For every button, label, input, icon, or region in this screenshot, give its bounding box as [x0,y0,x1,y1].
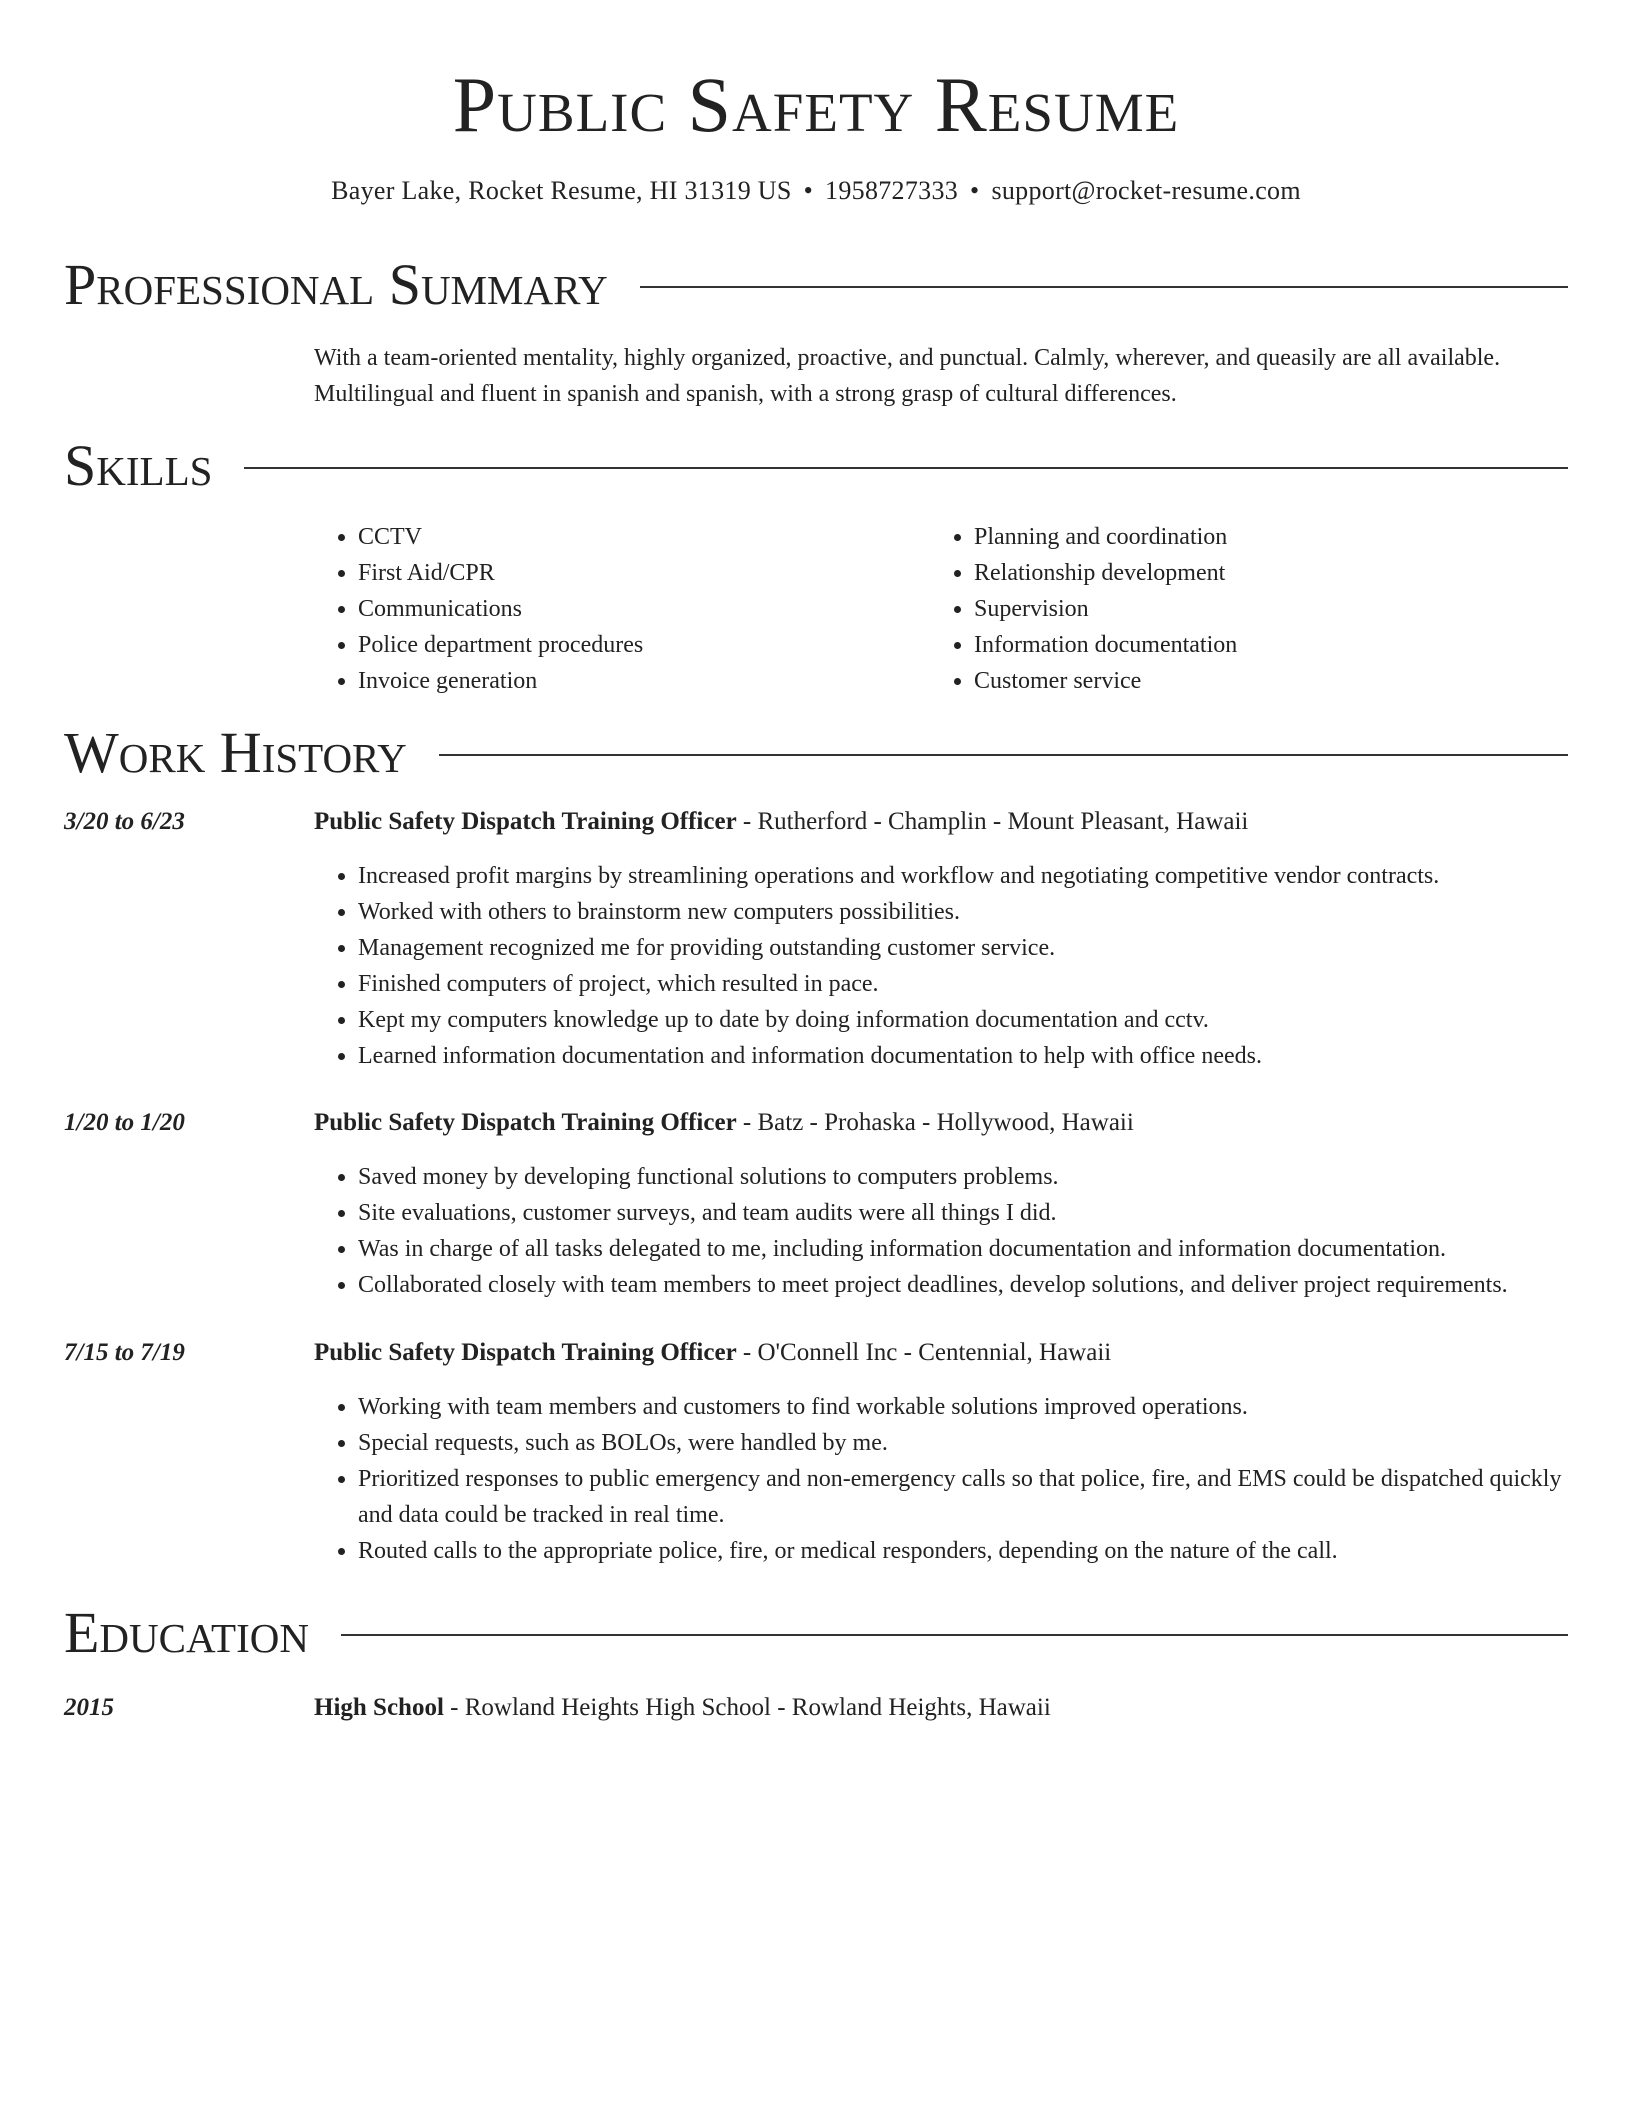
job-dates: 1/20 to 1/20 [64,1109,185,1136]
contact-line [0,174,1632,208]
job-heading [314,1335,1111,1371]
contact-address: Bayer Lake, Rocket Resume, HI 31319 US [331,176,792,205]
skill-item: • Police department procedures [358,627,930,663]
skill-item: • Relationship development [974,555,1574,591]
section-divider [439,754,1568,756]
resume-title: Public Safety Resume [452,61,1180,148]
summary-text: With a team-oriented mentality, highly organized, proactive, and punctual. Calmly, wherever, and queasily are all available. Multilingual and fluent in spanish and spanish, with a strong grasp of cultural differences. [314,345,1501,407]
education-heading: Education [64,1600,309,1665]
job-bullet: • Kept my computers knowledge up to date by doing information documentation and cctv. [358,1002,1574,1038]
work-heading: Work History [64,720,407,785]
work-section-header [64,720,1568,786]
section-divider [640,286,1568,288]
job-bullet: • Was in charge of all tasks delegated to me, including information documentation and information documentation. [358,1231,1574,1267]
section-divider [244,467,1568,469]
skill-item: • Supervision [974,591,1574,627]
education-section-header [64,1600,1568,1666]
job-bullet: • Prioritized responses to public emergency and non-emergency calls so that police, fire, and EMS could be dispatched quickly and data could be tracked in real time. [358,1461,1574,1533]
skills-list [314,519,1574,699]
education-heading-line [314,1690,1051,1726]
contact-separator: • [970,176,980,205]
job-bullet: • Management recognized me for providing outstanding customer service. [358,930,1574,966]
job-title: Public Safety Dispatch Training Officer [314,808,737,835]
job-bullet: • Learned information documentation and information documentation to help with office needs. [358,1038,1574,1074]
skills-column-2 [930,519,1574,699]
skill-item: • Invoice generation [358,663,930,699]
skill-item: • Customer service [974,663,1574,699]
section-divider [341,1634,1568,1636]
job-company-location: - Batz - Prohaska - Hollywood, Hawaii [742,1109,1134,1136]
job-bullet: • Special requests, such as BOLOs, were handled by me. [358,1425,1574,1461]
job-bullet: • Worked with others to brainstorm new computers possibilities. [358,894,1574,930]
job-bullet: • Saved money by developing functional solutions to computers problems. [358,1159,1574,1195]
contact-email: support@rocket-resume.com [991,176,1301,205]
job-company-location: - Rutherford - Champlin - Mount Pleasant, Hawaii [742,808,1249,835]
job-dates: 7/15 to 7/19 [64,1339,185,1366]
skill-item: • CCTV [358,519,930,555]
job-bullet: • Increased profit margins by streamlining operations and workflow and negotiating competitive vendor contracts. [358,858,1574,894]
summary-heading: Professional Summary [64,252,608,317]
contact-separator: • [803,176,814,205]
job-bullets [314,1389,1574,1569]
job-title: Public Safety Dispatch Training Officer [314,1109,737,1136]
job-title: Public Safety Dispatch Training Officer [314,1339,737,1366]
job-bullet: • Site evaluations, customer surveys, and team audits were all things I did. [358,1195,1574,1231]
skill-item: • Communications [358,591,930,627]
job-bullet: • Collaborated closely with team members to meet project deadlines, develop solutions, and deliver project requirements. [358,1267,1574,1303]
skill-item: • First Aid/CPR [358,555,930,591]
summary-section-header [64,252,1568,318]
job-heading [314,804,1248,840]
education-degree: High School [314,1694,444,1721]
job-company-location: - O'Connell Inc - Centennial, Hawaii [742,1339,1112,1366]
education-school-location: - Rowland Heights High School - Rowland Heights, Hawaii [450,1694,1051,1721]
job-bullet: • Finished computers of project, which resulted in pace. [358,966,1574,1002]
skill-item: • Planning and coordination [974,519,1574,555]
job-heading [314,1105,1134,1141]
contact-phone: 1958727333 [825,176,959,205]
job-dates: 3/20 to 6/23 [64,808,185,835]
skill-item: • Information documentation [974,627,1574,663]
skills-column-1 [314,519,930,699]
job-bullets [314,1159,1574,1303]
skills-section-header [64,433,1568,499]
education-year: 2015 [64,1694,114,1721]
job-bullet: • Working with team members and customers to find workable solutions improved operations. [358,1389,1574,1425]
job-bullets [314,858,1574,1074]
skills-heading: Skills [64,433,213,498]
job-bullet: • Routed calls to the appropriate police, fire, or medical responders, depending on the nature of the call. [358,1533,1574,1569]
